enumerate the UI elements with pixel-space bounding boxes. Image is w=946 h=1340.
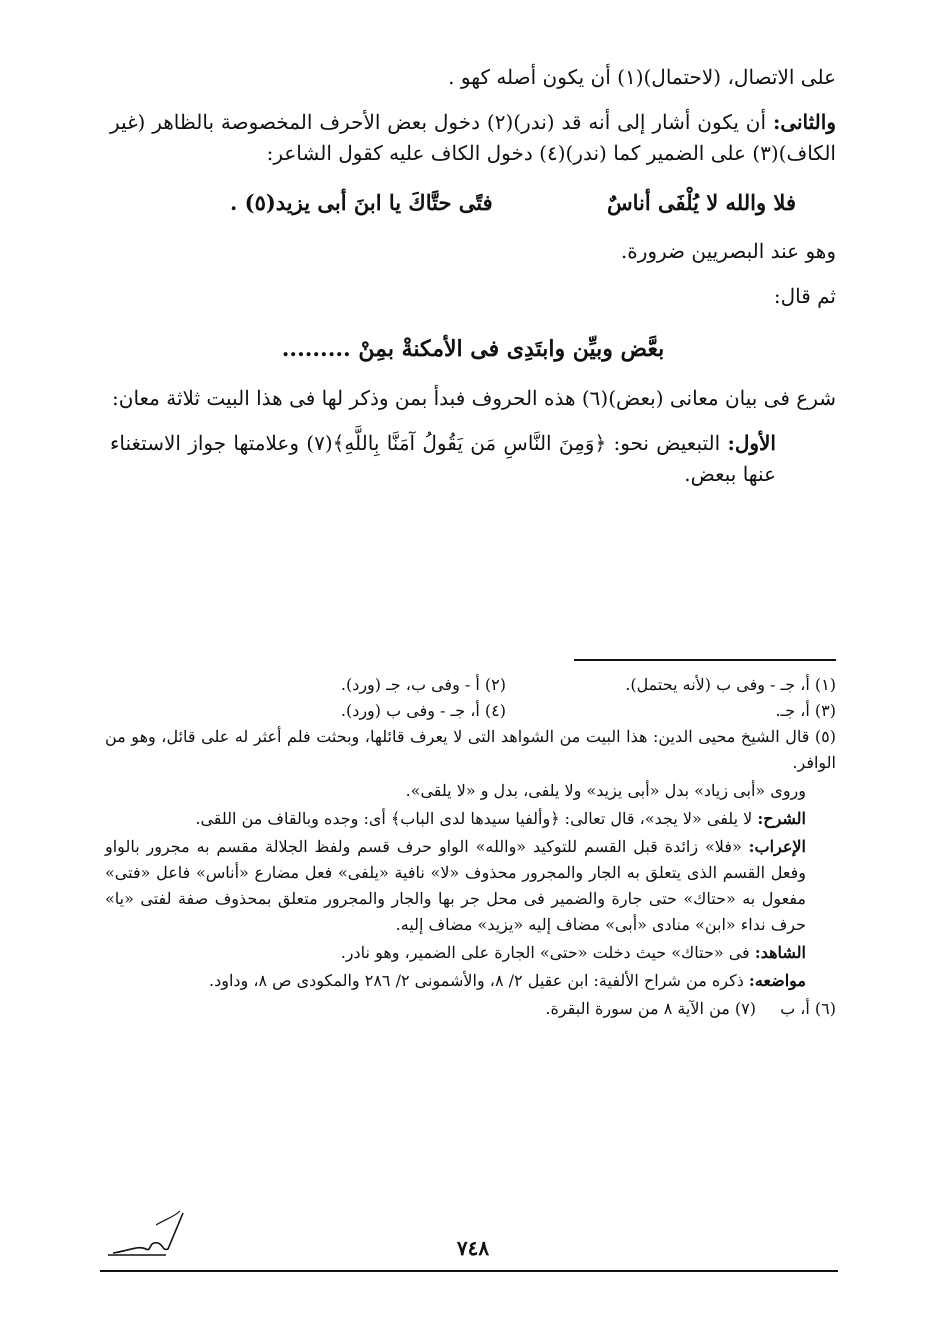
verse-first-hemistich: فلا والله لا يُلْفَى أناسٌ (606, 190, 796, 215)
paragraph-5: شرع فى بيان معانى (بعض)(٦) هذه الحروف فبدأ بمن وذكر لها فى هذا البيت ثلاثة معان: (112, 386, 836, 410)
footnote-5-sharh (105, 806, 836, 832)
paragraph-6-body: التبعيض نحو: ﴿وَمِنَ النَّاسِ مَن يَقُولُ آمَنَّا بِاللَّهِ﴾(٧) وعلامتها جواز الاستغناء عنها ببعض. (110, 431, 776, 486)
paragraph-6 (110, 428, 836, 490)
footnote-5-mawadi (105, 968, 836, 994)
footnote-5-mawadi-head: مواضعه: (748, 971, 806, 990)
paragraph-3: وهو عند البصريين ضرورة. (620, 239, 836, 263)
poetry-verse (110, 187, 836, 218)
footnote-row-2 (105, 698, 836, 724)
footnote-row-1 (105, 672, 836, 698)
verse-second-hemistich: فتًى حتَّاكَ يا ابنَ أبى يزيد(٥) . (230, 190, 493, 215)
footnote-5-mawadi-body: ذكره من شراح الألفية: ابن عقيل ٢/ ٨، والأشمونى ٢/ ٢٨٦ والمكودى ص ٨، وداود. (209, 971, 749, 990)
footnote-2: (٢) أ - وفى ب، جـ (ورد). (340, 675, 506, 694)
bottom-rule (100, 1270, 838, 1272)
footnote-6: (٦) أ، ب (780, 999, 836, 1018)
footnote-5-sharh-body: لا يلفى «لا يجد»، قال تعالى: ﴿وألفيا سيدها لدى الباب﴾ أى: وجده وبالقاف من اللقى. (195, 809, 758, 828)
footnote-7: (٧) من الآية ٨ من سورة البقرة. (545, 999, 756, 1018)
alfiya-verse: بعَّض وبيِّن وابتَدِى فى الأمكنةْ بمِنْ ......... (281, 336, 665, 362)
footnote-5-shahid-body: فى «حتاك» حيث دخلت «حتى» الجارة على الضمير، وهو نادر. (340, 943, 755, 962)
footnotes (105, 672, 836, 1022)
paragraph-2-body: أن يكون أشار إلى أنه قد (ندر)(٢) دخول بعض الأحرف المخصوصة بالظاهر (غير الكاف)(٣) على الضمير كما (ندر)(٤) دخول الكاف عليه كقول الشاعر: (110, 110, 836, 165)
footnote-5-irab (105, 834, 836, 938)
footnote-5: (٥) قال الشيخ محيى الدين: هذا البيت من الشواهد التى لا يعرف قائلها، وبحثت فلم أعثر له على قائل، وهو من الوافر. (105, 727, 837, 772)
footnote-5-sharh-head: الشرح: (757, 809, 806, 828)
paragraph-2-head: والثانى: (772, 110, 836, 134)
footnote-5-shahid (105, 940, 836, 966)
footnote-5-irab-head: الإعراب: (748, 837, 806, 856)
footnote-1: (١) أ، جـ - وفى ب (لأنه يحتمل). (625, 675, 836, 694)
footnote-5-riwaya: وروى «أبى زياد» بدل «أبى يزيد» ولا يلفى، بدل و «لا يلقى». (405, 781, 806, 800)
footnote-5-shahid-head: الشاهد: (754, 943, 806, 962)
main-text (110, 62, 836, 504)
footnote-separator (574, 659, 836, 661)
paragraph-2 (110, 107, 836, 169)
footnote-row-3 (105, 996, 836, 1022)
page-number: ٧٤٨ (456, 1236, 490, 1260)
paragraph-1: على الاتصال، (لاحتمال)(١) أن يكون أصله كهو . (448, 65, 836, 89)
paragraph-4: ثم قال: (773, 284, 836, 308)
paragraph-6-head: الأول: (727, 431, 776, 455)
footnote-5-irab-body: «فلا» زائدة قبل القسم للتوكيد «والله» الواو حرف قسم ولفظ الجلالة مقسم به مجرور بالواو وفعل القسم الذى يتعلق به الجار والمجرور محذوف «لا» نافية «يلفى» فعل مضارع «أناس» فاعل «فتى» مفعول به «حتاك» حتى جارة والضمير فى محل جر بها والجار والمجرور متعلق بمحذوف صفة لفتى «يا» حرف نداء «ابن» منادى «أبى» مضاف إليه «يزيد» مضاف إليه. (105, 837, 806, 934)
footnote-4: (٤) أ، جـ - وفى ب (ورد). (340, 701, 506, 720)
footnote-3: (٣) أ، جـ. (775, 701, 836, 720)
